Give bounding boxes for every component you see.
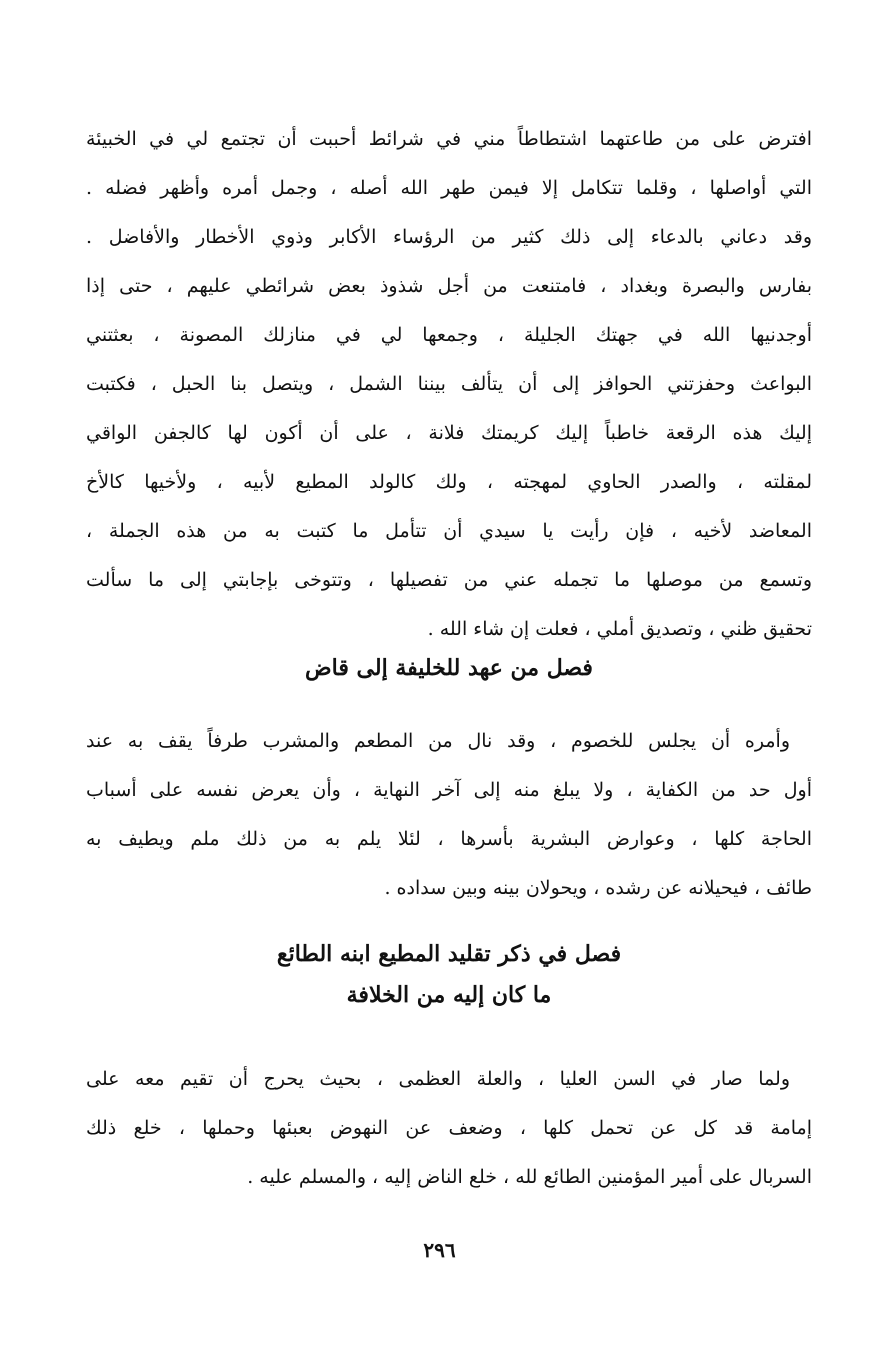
text-line: تحقيق ظني ، وتصديق أملي ، فعلت إن شاء الله .	[427, 618, 812, 640]
text-line: البواعث وحفزتني الحوافز إلى أن يتألف بيننا الشمل ، ويتصل بنا الحبل ، فكتبت	[86, 373, 812, 395]
text-line: إمامة قد كل عن تحمل كلها ، وضعف عن النهوض بعبئها وحملها ، خلع ذلك	[86, 1117, 812, 1139]
section-heading: فصل من عهد للخليفة إلى قاض	[305, 655, 593, 681]
section-heading-line-2: ما كان إليه من الخلافة	[346, 982, 552, 1008]
paragraph-1	[86, 115, 812, 654]
text-line: إليك هذه الرقعة خاطباً إليك كريمتك فلانة ، على أن أكون لها كالجفن الواقي	[86, 422, 812, 444]
page-number: ٢٩٦	[423, 1238, 456, 1262]
section-heading-line-1: فصل في ذكر تقليد المطيع ابنه الطائع	[276, 941, 622, 967]
text-line: افترض على من طاعتهما اشتطاطاً مني في شرائط أحببت أن تجتمع لي في الخبيئة	[86, 128, 812, 150]
text-line: أوجدنيها الله في جهتك الجليلة ، وجمعها لي في منازلك المصونة ، بعثتني	[86, 324, 812, 346]
text-line: وتسمع من موصلها ما تجمله عني من تفصيلها ، وتتوخى بإجابتي إلى ما سألت	[86, 569, 812, 591]
paragraph-2	[86, 717, 812, 913]
text-line: التي أواصلها ، وقلما تتكامل إلا فيمن طهر الله أصله ، وجمل أمره وأظهر فضله .	[86, 177, 812, 199]
text-line: وأمره أن يجلس للخصوم ، وقد نال من المطعم والمشرب طرفاً يقف به عند	[86, 730, 790, 752]
text-line: لمقلته ، والصدر الحاوي لمهجته ، ولك كالولد المطيع لأبيه ، ولأخيها كالأخ	[86, 471, 812, 493]
paragraph-3	[86, 1055, 812, 1202]
text-line: أول حد من الكفاية ، ولا يبلغ منه إلى آخر النهاية ، وأن يعرض نفسه على أسباب	[86, 779, 812, 801]
text-line: السربال على أمير المؤمنين الطائع لله ، خلع الناض إليه ، والمسلم عليه .	[247, 1166, 812, 1188]
text-line: ولما صار في السن العليا ، والعلة العظمى ، بحيث يحرج أن تقيم معه على	[86, 1068, 790, 1090]
text-line: وقد دعاني بالدعاء إلى ذلك كثير من الرؤساء الأكابر وذوي الأخطار والأفاضل .	[86, 226, 812, 248]
text-line: طائف ، فيحيلانه عن رشده ، ويحولان بينه وبين سداده .	[384, 877, 812, 899]
text-line: بفارس والبصرة وبغداد ، فامتنعت من أجل شذوذ بعض شرائطي عليهم ، حتى إذا	[86, 275, 812, 297]
text-line: الحاجة كلها ، وعوارض البشرية بأسرها ، لئلا يلم به من ذلك ملم ويطيف به	[86, 828, 812, 850]
text-line: المعاضد لأخيه ، فإن رأيت يا سيدي أن تتأمل ما كتبت به من هذه الجملة ،	[86, 520, 812, 542]
